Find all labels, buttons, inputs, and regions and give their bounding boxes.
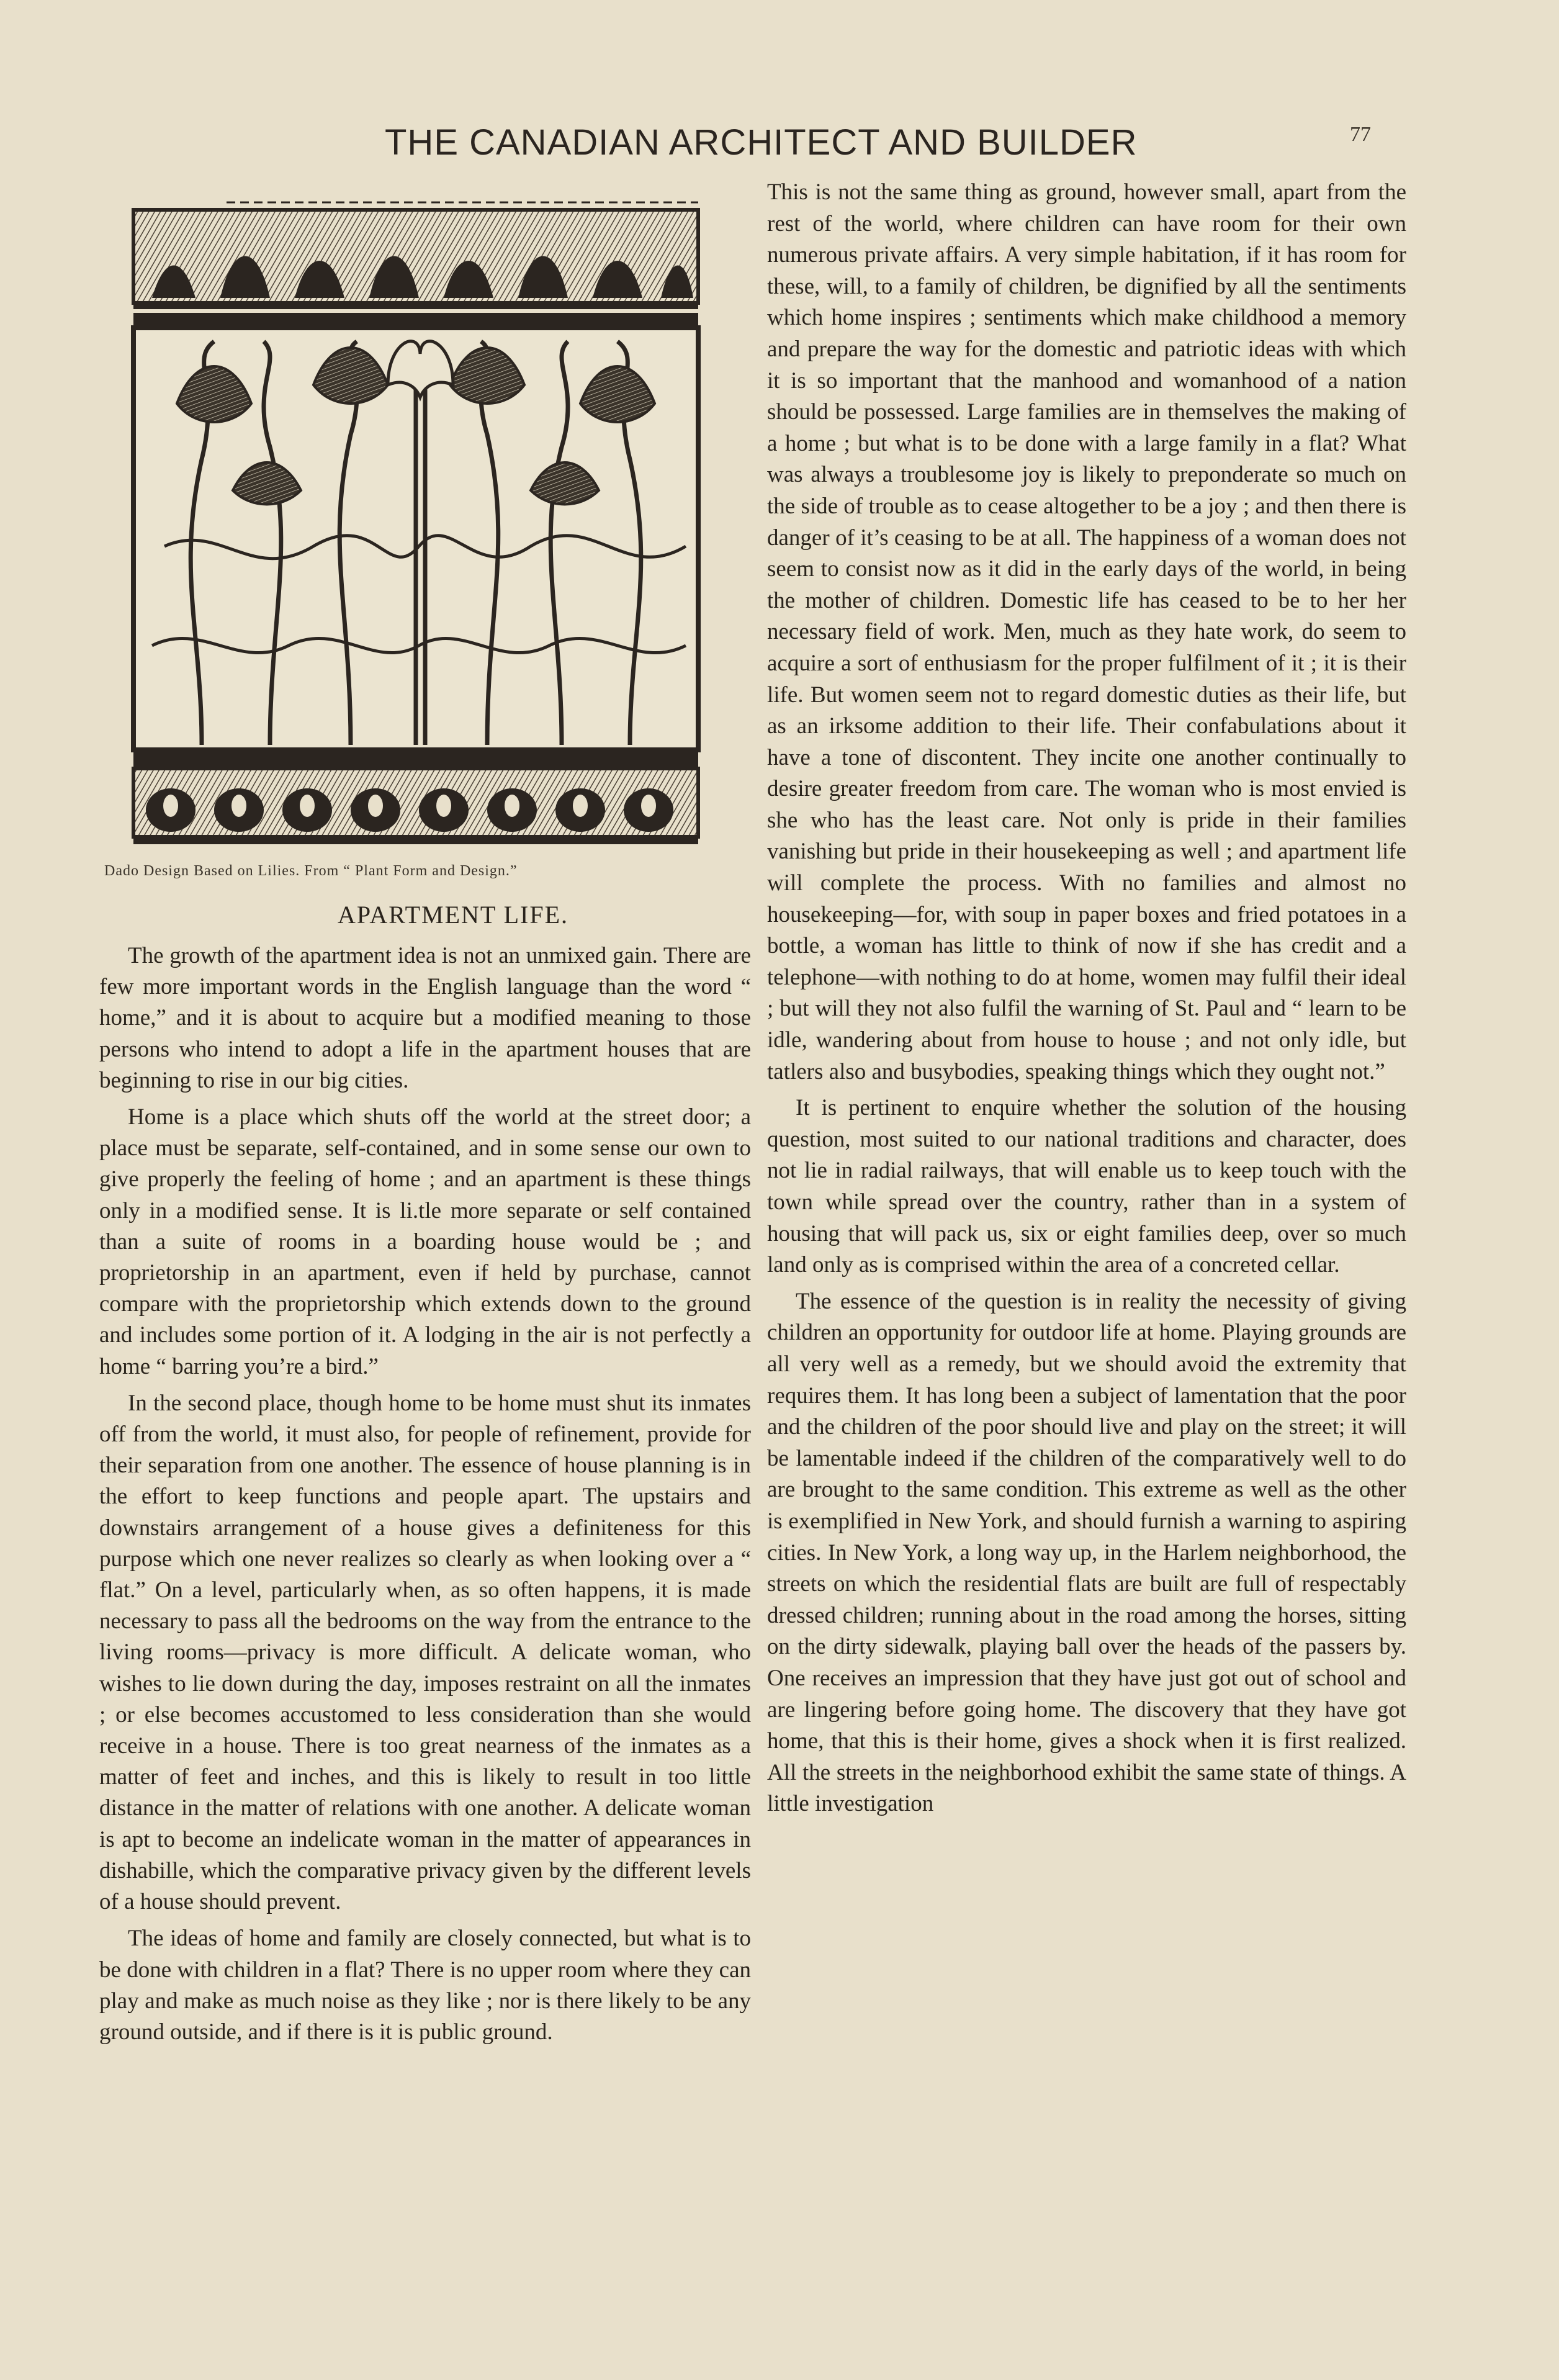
article-paragraph: It is pertinent to enquire whether the solution of the housing question, most suited to our national traditions and character, does not lie in radial railways, that will enable us to keep touch with the town while spread over the country, rather than in a system of housing that will pack us, six or eight families deep, over so much land only as is comprised within the area of a concreted cellar. [767,1095,1406,1278]
right-column [767,177,1406,1820]
dado-illustration [127,199,704,847]
article-paragraph: The essence of the question is in reality the necessity of giving children an opportunity for outdoor life at home. Playing grounds are all very well as a remedy, but we should avoid the extremity that requires them. It has long been a subject of lamentation that the poor and the children of the poor should live and play on the street; it will be lamentable indeed if the children of the comparatively well to do are brought to the same condition. This extreme as well as the other is exemplified in New York, and should furnish a warning to aspiring cities. In New York, a long way up, in the Harlem neighborhood, the streets on which the residential flats are built are full of respectably dressed children; running about in the road among the horses, sitting on the dirty sidewalk, playing ball over the heads of the passers by. One receives an impression that they have just got out of school and are lingering before going home. The discovery that they have got home, that this is their home, gives a shock when it is first realized. All the streets in the neighborhood exhibit the same state of things. A little investigation [767,1288,1406,1817]
article-paragraph: In the second place, though home to be home must shut its inmates off from the world, it must also, for people of refinement, provide for their separation from one another. The essence of house planning is in the effort to keep functions and people apart. The upstairs and downstairs arrangement of a house gives a definiteness for this purpose which one never realizes so clearly as when looking over a “ flat.” On a level, particularly when, as so often happens, it is made necessary to pass all the bedrooms on the way from the entrance to the living rooms—privacy is more difficult. A delicate woman, who wishes to lie down during the day, imposes restraint on all the inmates ; or else becomes accustomed to less consideration than she would receive in a house. There is too great nearness of the inmates as a matter of feet and inches, and this is likely to result in too little distance in the matter of relations with one another. A delicate woman is apt to become an indelicate woman in the matter of appearances in dishabille, which the comparative privacy given by the different levels of a house should prevent. [99,1390,751,1915]
article-paragraph: The growth of the apartment idea is not an unmixed gain. There are few more important words in the English language than the word “ home,” and it is about to acquire but a modified meaning to those persons who intend to adopt a life in the apartment houses that are beginning to rise in our big cities. [99,943,751,1093]
page-number: 77 [1350,123,1371,146]
article-title: APARTMENT LIFE. [337,901,569,929]
left-column [99,940,751,2048]
running-header-title: THE CANADIAN ARCHITECT AND BUILDER [385,122,1138,163]
lily-dado-drawing [127,199,704,847]
figure-caption: Dado Design Based on Lilies. From “ Plant Form and Design.” [104,863,518,879]
article-paragraph: Home is a place which shuts off the world at the street door; a place must be separate, self-contained, and in some sense our own to give properly the feeling of home ; and an apartment is these things only in a modified sense. It is li.tle more separate or self contained than a suite of rooms in a boarding house would be ; and proprietorship in an apartment, even if held by purchase, cannot compare with the proprietorship which extends down to the ground and includes some portion of it. A lodging in the air is not perfectly a home “ barring you’re a bird.” [99,1104,751,1379]
article-paragraph: The ideas of home and family are closely connected, but what is to be done with children in a flat? There is no upper room where they can play and make as much noise as they like ; nor is there likely to be any ground outside, and if there is it is public ground. [99,1926,751,2045]
article-paragraph: This is not the same thing as ground, however small, apart from the rest of the world, where children can have room for their own numerous private affairs. A very simple habitation, if it has room for these, will, to a family of children, be dignified by all the sentiments which home inspires ; sentiments which make childhood a memory and prepare the way for the domestic and patriotic ideas with which it is so important that the manhood and womanhood of a nation should be possessed. Large families are in themselves the making of a home ; but what is to be done with a large family in a flat? What was always a troublesome joy is likely to preponderate so much on the side of trouble as to cease altogether to be a joy ; and then there is danger of it’s ceasing to be at all. The happiness of a woman does not seem to consist now as it did in the early days of the world, in being the mother of children. Domestic life has ceased to be to her her necessary field of work. Men, much as they hate work, do seem to acquire a sort of enthusiasm for the proper fulfilment of it ; it is their life. But women seem not to regard domestic duties as their life, but as an irksome addition to their life. Their confabulations about it have a tone of discontent. They incite one another continually to desire greater freedom from care. The woman who is most envied is she who has the least care. Not only is pride in their families vanishing but pride in their housekeeping as well ; and apartment life will complete the process. With no families and almost no housekeeping—for, with soup in paper boxes and fried potatoes in a bottle, a woman has little to think of now if she has credit and a telephone—with nothing to do at home, women may fulfil their ideal ; but will they not also fulfil the warning of St. Paul and “ learn to be idle, wandering about from house to house ; and not only idle, but tatlers also and busybodies, speaking things which they ought not.” [767,179,1406,1084]
